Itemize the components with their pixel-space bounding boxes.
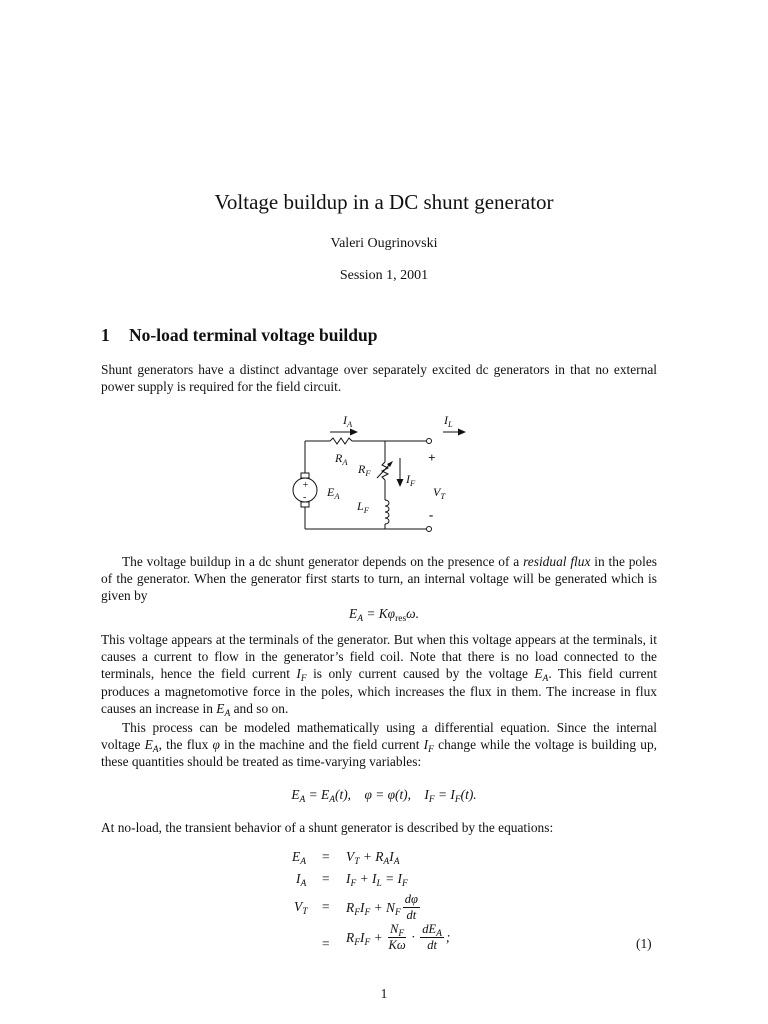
dphi-dt-fraction: $\frac{d\varphi}{dt}$ [404, 892, 418, 922]
residual-flux-emphasis: residual flux [523, 554, 591, 569]
section-number: 1 [101, 325, 110, 345]
ia-arrowhead [350, 429, 358, 436]
paragraph-no-load: At no-load, the transient behavior of a shunt generator is described by the equations: [101, 820, 554, 835]
eq-row-2-rhs: $I_F + I_L = I_F$ [346, 871, 408, 889]
ra-label: $R_A$ [335, 451, 348, 467]
section-title: No-load terminal voltage buildup [129, 325, 378, 345]
vt-label: $V_T$ [433, 485, 446, 501]
eq-row-1-equals: = [322, 849, 330, 864]
paragraph-residual-flux: The voltage buildup in a dc shunt generator depends on the presence of a residual flux in the poles of the generator. When the generator first starts to turn, an internal voltage will be generated which is given by [101, 554, 657, 604]
rf-label: $R_F$ [358, 462, 371, 478]
source-terminal-top [301, 473, 309, 478]
eq-row-3-rhs: $R_FI_F + N_F$ $\frac{d\varphi}{dt}$ [346, 892, 418, 922]
page-number: 1 [380, 986, 388, 1001]
terminal-bottom [427, 527, 432, 532]
equation-number: (1) [636, 936, 652, 951]
author-name: Valeri Ougrinovski [330, 236, 438, 251]
eq-row-1-rhs: $V_T + R_AI_A$ [346, 849, 400, 867]
source-minus-sign: - [303, 492, 307, 503]
equation-residual: $E_A = K\varphi_{res}\omega$. [349, 606, 419, 624]
eq-row-2-equals: = [322, 871, 330, 886]
minus-terminal-sign: - [429, 507, 434, 522]
eq-row-4-rhs: $R_FI_F$ + $\frac{N_F}{K\omega}$ · $\frac{dE_A}{dt}$ ; [346, 922, 451, 952]
section-heading [101, 325, 377, 346]
shunt-generator-circuit [280, 406, 490, 534]
paragraph-differential-model: This process can be modeled mathematically using a differential equation. Since the internal voltage $E_A$, the flux φ in the machine and the field current $I_F$ change while the voltage is building up, these quantities should be treated as time-varying variables: [101, 720, 657, 770]
source-plus-sign: + [302, 480, 309, 491]
eq-row-4-equals: = [322, 936, 330, 951]
il-arrowhead [458, 429, 466, 436]
dea-dt-fraction: $\frac{dE_A}{dt}$ [422, 922, 442, 952]
eq-row-3-lhs: $V_T$ [294, 899, 308, 917]
paper-title: Voltage buildup in a DC shunt generator [214, 190, 554, 214]
armature-resistor [330, 438, 352, 444]
ea-label: $E_A$ [327, 485, 340, 501]
plus-terminal-sign: + [428, 450, 436, 465]
eq-row-1-lhs: $E_A$ [292, 849, 306, 867]
field-inductor [385, 500, 389, 524]
eq-row-3-equals: = [322, 899, 330, 914]
session-date: Session 1, 2001 [339, 268, 429, 283]
il-label: $I_L$ [444, 413, 453, 429]
paragraph-terminal-voltage: This voltage appears at the terminals of the generator. But when this voltage appears at the terminals, it causes a current to flow in the generator’s field coil. Note that there is no load connected to the terminals, hence the field current $I_F$ is only current caused by the voltage $E_A$. This field current produces a magnetomotive force in the poles, which increases the flux in them. The increase in flux causes an increase in $E_A$ and so on. [101, 632, 657, 719]
if-label: $I_F$ [406, 472, 416, 488]
equation-time-varying: $E_A = E_A(t)$, φ = φ(t), $I_F = I_F(t)$. [291, 787, 477, 805]
nf-over-komega-fraction: $\frac{N_F}{K\omega}$ [388, 922, 406, 952]
eq-row-2-lhs: $I_A$ [296, 871, 307, 889]
if-arrowhead [397, 479, 404, 487]
intro-paragraph: Shunt generators have a distinct advantage over separately excited dc generators in that no external power supply is required for the field circuit. [101, 362, 657, 395]
lf-label: $L_F$ [357, 499, 369, 515]
ia-label: $I_A$ [343, 413, 353, 429]
terminal-top [427, 439, 432, 444]
